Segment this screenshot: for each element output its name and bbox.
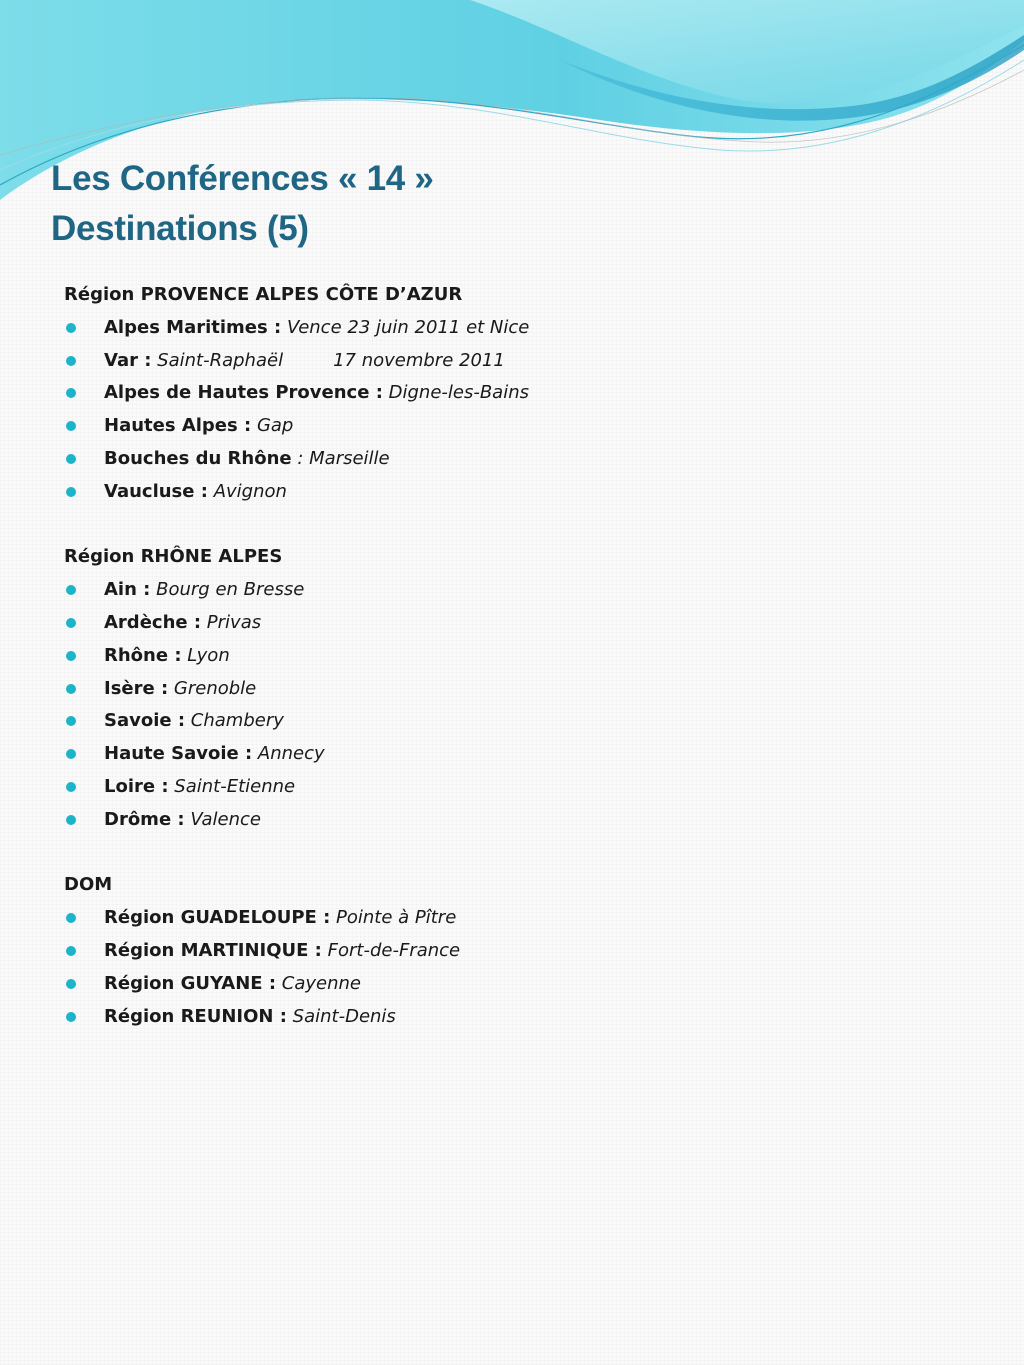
item-label: Ain : [104,579,151,601]
bullet-icon [66,618,76,628]
bullet-icon [66,749,76,759]
slide-title-line-1: Les Conférences « 14 » [51,159,434,198]
item-label: Ardèche : [104,611,202,633]
list-item [64,902,964,935]
item-value: Vence 23 juin 2011 et Nice [286,316,530,338]
bullet-icon [66,323,76,333]
item-value: Cayenne [281,972,361,994]
list-item [64,968,964,1001]
item-value: Digne-les-Bains [388,382,530,404]
item-value: Saint-Denis [292,1005,396,1027]
item-label: Loire : [104,775,169,797]
bullet-icon [66,684,76,694]
item-value: Chambery [190,710,284,732]
item-label: Région MARTINIQUE : [104,939,322,961]
bullet-icon [66,487,76,497]
item-label: Région GUADELOUPE : [104,907,331,929]
section-provence [64,279,964,509]
item-value: Bourg en Bresse [156,579,305,601]
section-heading: Région RHÔNE ALPES [64,546,283,568]
list-item [64,377,964,410]
destination-list [64,902,964,1033]
item-label: Var : [104,349,152,371]
bullet-icon [66,421,76,431]
slide-title [51,154,434,254]
list-item [64,804,964,837]
bullet-icon [66,454,76,464]
item-label: Haute Savoie : [104,743,253,765]
list-item [64,476,964,509]
list-item [64,443,964,476]
item-value: Grenoble [173,677,257,699]
bullet-icon [66,946,76,956]
bullet-icon [66,815,76,825]
item-value: Avignon [213,480,287,502]
item-label: Rhône : [104,644,182,666]
item-date: 17 novembre 2011 [333,349,505,371]
item-label: Région GUYANE : [104,972,277,994]
item-value: Saint-Raphaël [157,349,284,371]
bullet-icon [66,651,76,661]
section-rhone-alpes [64,541,964,836]
section-dom [64,869,964,1033]
item-value: Valence [190,808,262,830]
item-label: Hautes Alpes : [104,415,252,437]
bullet-icon [66,1012,76,1022]
bullet-icon [66,356,76,366]
item-value: Saint-Etienne [174,775,296,797]
bullet-icon [66,716,76,726]
item-label: Drôme : [104,808,185,830]
bullet-icon [66,782,76,792]
list-item [64,345,964,378]
destination-list [64,574,964,836]
destination-list [64,312,964,509]
item-value: Fort-de-France [327,939,461,961]
list-item [64,705,964,738]
item-label: Région REUNION : [104,1005,287,1027]
item-label: Savoie : [104,710,186,732]
item-value: : Marseille [297,447,390,469]
list-item [64,574,964,607]
item-label: Alpes Maritimes : [104,316,282,338]
list-item [64,640,964,673]
slide-title-line-2: Destinations (5) [51,209,309,248]
bullet-icon [66,585,76,595]
list-item [64,935,964,968]
item-label: Vaucluse : [104,480,208,502]
item-label: Isère : [104,677,169,699]
section-heading: Région PROVENCE ALPES CÔTE D’AZUR [64,284,463,305]
list-item [64,312,964,345]
item-value: Gap [256,415,294,437]
list-item [64,771,964,804]
item-label: Bouches du Rhône [104,447,292,469]
bullet-icon [66,979,76,989]
list-item [64,673,964,706]
list-item [64,738,964,771]
item-value: Privas [206,611,262,633]
list-item [64,607,964,640]
destinations-content [64,279,964,1066]
item-value: Annecy [257,743,325,765]
section-heading: DOM [64,874,113,896]
bullet-icon [66,388,76,398]
item-value: Pointe à Pître [336,907,457,929]
list-item [64,1001,964,1034]
item-label: Alpes de Hautes Provence : [104,382,383,404]
item-value: Lyon [187,644,230,666]
bullet-icon [66,913,76,923]
list-item [64,410,964,443]
